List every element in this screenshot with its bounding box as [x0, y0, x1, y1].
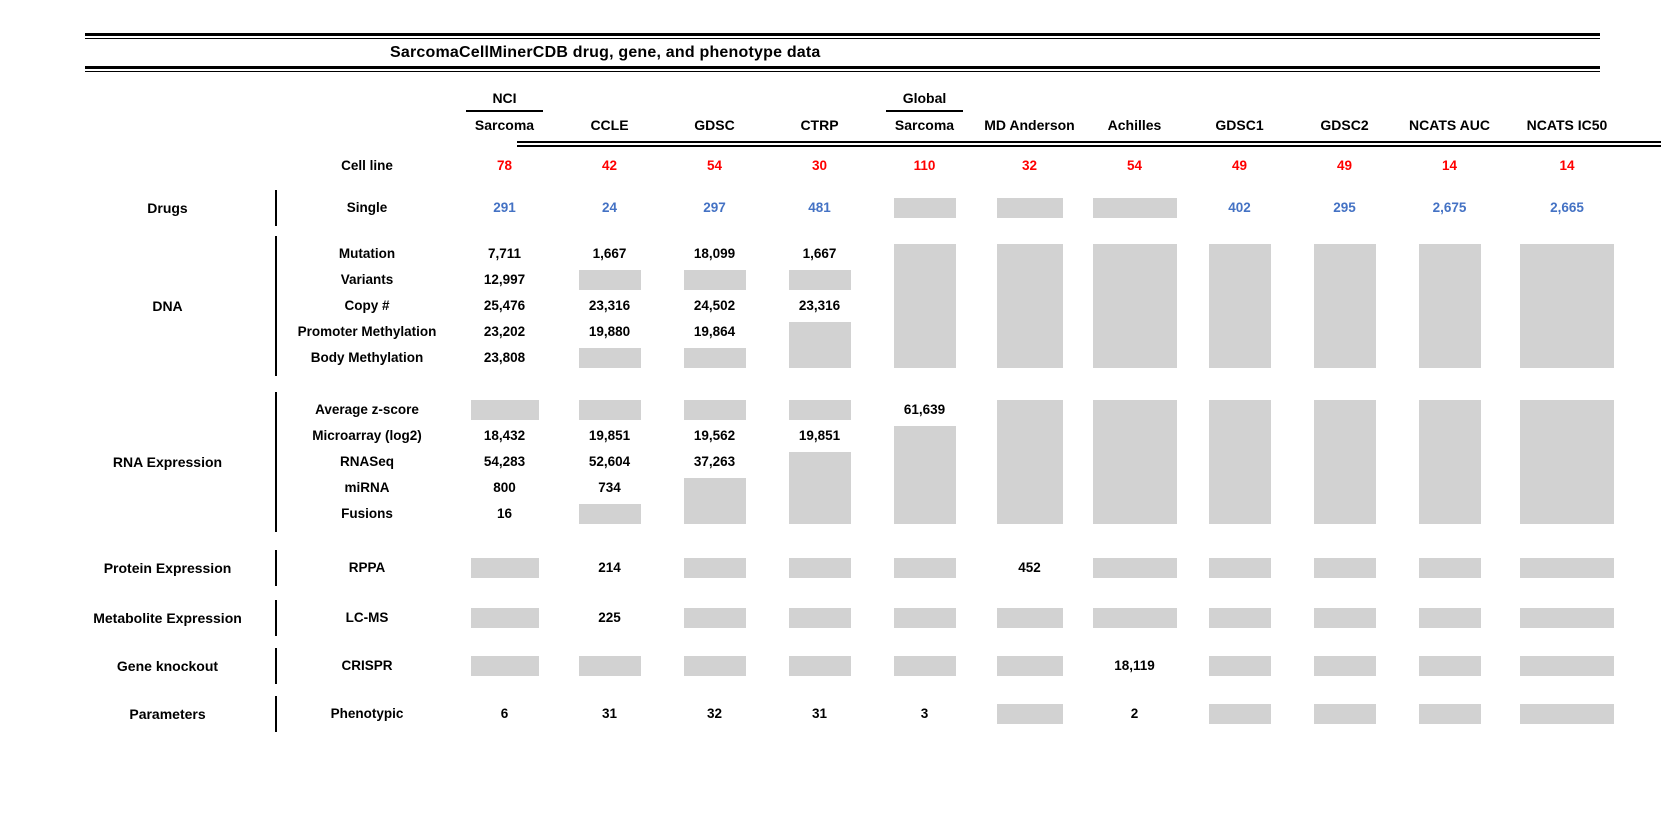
data-column-md_anderson	[977, 397, 1082, 527]
category-label: Metabolite Expression	[93, 610, 242, 626]
data-column-gdsc1	[1187, 555, 1292, 581]
data-column-global_sarcoma	[872, 605, 977, 631]
row-label: Average z-score	[315, 402, 419, 417]
data-value-ctrp: 1,667	[802, 246, 837, 261]
data-value-ccle: 1,667	[592, 246, 627, 261]
data-value-gdsc2: 295	[1333, 200, 1356, 215]
missing-data-box	[1209, 704, 1271, 724]
missing-data-box	[1419, 400, 1481, 524]
cell-line-label: Cell line	[341, 158, 393, 173]
data-column-ctrp	[767, 605, 872, 631]
missing-data-box	[684, 348, 746, 368]
missing-data-box	[684, 656, 746, 676]
data-column-ctrp	[767, 241, 872, 371]
data-column-ctrp	[767, 701, 872, 727]
row-label: Variants	[340, 272, 394, 287]
missing-data-box	[579, 400, 641, 420]
missing-data-box	[1209, 558, 1271, 578]
data-column-ncats_auc	[1397, 195, 1502, 221]
data-value-nci_sarcoma: 12,997	[483, 272, 526, 287]
group-divider-line	[270, 653, 282, 679]
data-column-global_sarcoma	[872, 241, 977, 371]
data-column-global_sarcoma	[872, 195, 977, 221]
missing-data-box	[789, 558, 851, 578]
data-value-ctrp: 481	[808, 200, 831, 215]
row-label: LC-MS	[345, 610, 389, 625]
data-column-achilles	[1082, 653, 1187, 679]
data-value-nci_sarcoma: 6	[500, 706, 509, 721]
data-value-md_anderson: 452	[1018, 560, 1041, 575]
missing-data-box	[684, 608, 746, 628]
data-column-ncats_ic50	[1502, 701, 1632, 727]
category-label: Protein Expression	[103, 560, 232, 576]
data-column-ncats_auc	[1397, 241, 1502, 371]
data-column-ncats_auc	[1397, 397, 1502, 527]
missing-data-box	[1419, 608, 1481, 628]
data-value-ctrp: 19,851	[798, 428, 841, 443]
cell-line-count-ncats_auc: 14	[1441, 158, 1458, 173]
data-value-gdsc: 19,864	[693, 324, 736, 339]
missing-data-box	[1093, 198, 1177, 218]
row-label: RPPA	[348, 560, 386, 575]
column-header-ctrp	[767, 112, 872, 135]
cell-line-count-gdsc: 54	[706, 158, 723, 173]
data-column-nci_sarcoma	[452, 653, 557, 679]
group-divider-line	[270, 605, 282, 631]
data-column-gdsc2	[1292, 701, 1397, 727]
row-label: miRNA	[344, 480, 390, 495]
missing-data-box	[1093, 244, 1177, 368]
row-label: RNASeq	[339, 454, 394, 469]
group-divider-line	[270, 195, 282, 221]
missing-data-box	[1520, 608, 1614, 628]
table-body	[0, 195, 1669, 727]
cell-line-count-gdsc2: 49	[1336, 158, 1353, 173]
cell-line-count-global_sarcoma: 110	[913, 158, 936, 173]
data-value-ctrp: 23,316	[798, 298, 841, 313]
row-label: Mutation	[338, 246, 396, 261]
data-column-gdsc1	[1187, 397, 1292, 527]
missing-data-box	[997, 656, 1063, 676]
missing-data-box	[579, 348, 641, 368]
data-value-ccle: 52,604	[588, 454, 631, 469]
column-header-achilles	[1082, 112, 1187, 135]
data-column-md_anderson	[977, 195, 1082, 221]
row-label: Microarray (log2)	[312, 428, 422, 443]
missing-data-box	[1520, 400, 1614, 524]
column-header-row	[65, 88, 1669, 135]
column-header-label: CCLE	[590, 117, 629, 133]
data-value-global_sarcoma: 61,639	[903, 402, 946, 417]
data-column-achilles	[1082, 555, 1187, 581]
data-column-gdsc	[662, 397, 767, 527]
row-label-stack	[282, 653, 452, 679]
row-label: Body Methylation	[310, 350, 424, 365]
data-column-global_sarcoma	[872, 701, 977, 727]
data-column-ccle	[557, 653, 662, 679]
data-column-ncats_ic50	[1502, 241, 1632, 371]
data-value-ccle: 734	[598, 480, 621, 495]
data-value-ccle: 19,880	[588, 324, 631, 339]
column-header-top-label: NCI	[466, 88, 543, 112]
data-column-nci_sarcoma	[452, 195, 557, 221]
data-column-global_sarcoma	[872, 555, 977, 581]
data-value-ccle: 23,316	[588, 298, 631, 313]
data-column-global_sarcoma	[872, 653, 977, 679]
data-column-gdsc2	[1292, 195, 1397, 221]
data-column-achilles	[1082, 701, 1187, 727]
data-column-gdsc2	[1292, 555, 1397, 581]
cell-line-count-ctrp: 30	[811, 158, 828, 173]
data-value-gdsc: 32	[706, 706, 723, 721]
data-column-gdsc1	[1187, 701, 1292, 727]
data-value-gdsc: 37,263	[693, 454, 736, 469]
data-column-ncats_ic50	[1502, 653, 1632, 679]
data-value-achilles: 2	[1130, 706, 1139, 721]
data-value-nci_sarcoma: 23,808	[483, 350, 526, 365]
data-column-gdsc	[662, 555, 767, 581]
data-value-gdsc: 24,502	[693, 298, 736, 313]
missing-data-box	[684, 400, 746, 420]
column-header-ccle	[557, 112, 662, 135]
data-value-nci_sarcoma: 54,283	[483, 454, 526, 469]
column-header-label: GDSC1	[1215, 117, 1264, 133]
data-column-ccle	[557, 397, 662, 527]
column-header-label: CTRP	[800, 117, 839, 133]
missing-data-box	[579, 656, 641, 676]
cell-line-left-spacer	[65, 153, 282, 179]
data-column-ccle	[557, 701, 662, 727]
cell-line-count-achilles: 54	[1126, 158, 1143, 173]
group-divider-line	[270, 397, 282, 527]
column-header-label: NCATS AUC	[1409, 117, 1490, 133]
row-label-stack	[282, 397, 452, 527]
title-band	[85, 33, 1600, 72]
group-rna-expression	[65, 397, 1669, 527]
cell-line-count-nci_sarcoma: 78	[496, 158, 513, 173]
data-column-gdsc	[662, 195, 767, 221]
column-header-nci_sarcoma	[452, 88, 557, 135]
figure-root	[0, 33, 1669, 833]
missing-data-box	[1209, 400, 1271, 524]
cell-line-count-md_anderson: 32	[1021, 158, 1038, 173]
column-header-ncats_auc	[1397, 112, 1502, 135]
data-column-achilles	[1082, 605, 1187, 631]
missing-data-box	[894, 608, 956, 628]
data-column-nci_sarcoma	[452, 701, 557, 727]
missing-data-box	[789, 322, 851, 368]
data-column-achilles	[1082, 397, 1187, 527]
data-value-ncats_auc: 2,675	[1432, 200, 1467, 215]
column-header-label: NCATS IC50	[1526, 117, 1608, 133]
missing-data-box	[471, 608, 539, 628]
data-column-md_anderson	[977, 241, 1082, 371]
cell-line-row	[65, 153, 1669, 179]
missing-data-box	[997, 400, 1063, 524]
column-header-top-label: Global	[886, 88, 963, 112]
missing-data-box	[1314, 656, 1376, 676]
data-column-gdsc2	[1292, 241, 1397, 371]
missing-data-box	[894, 198, 956, 218]
data-column-achilles	[1082, 241, 1187, 371]
data-value-ccle: 24	[601, 200, 618, 215]
row-label: Single	[346, 200, 388, 215]
row-label-stack	[282, 241, 452, 371]
group-drugs	[65, 195, 1669, 221]
missing-data-box	[789, 452, 851, 524]
data-column-ncats_auc	[1397, 605, 1502, 631]
data-column-gdsc	[662, 605, 767, 631]
data-column-gdsc	[662, 241, 767, 371]
data-column-gdsc1	[1187, 195, 1292, 221]
missing-data-box	[1314, 558, 1376, 578]
data-value-ccle: 225	[598, 610, 621, 625]
row-label: CRISPR	[341, 658, 393, 673]
column-header-label: MD Anderson	[984, 117, 1075, 133]
data-value-ccle: 214	[598, 560, 621, 575]
data-column-gdsc2	[1292, 653, 1397, 679]
column-header-label: Sarcoma	[894, 117, 955, 133]
missing-data-box	[1093, 608, 1177, 628]
missing-data-box	[894, 426, 956, 524]
data-column-gdsc1	[1187, 653, 1292, 679]
missing-data-box	[1209, 608, 1271, 628]
missing-data-box	[1520, 244, 1614, 368]
data-column-ccle	[557, 241, 662, 371]
row-label-stack	[282, 195, 452, 221]
missing-data-box	[1314, 704, 1376, 724]
group-divider-line	[270, 241, 282, 371]
category-label: RNA Expression	[112, 454, 223, 470]
category-label: Gene knockout	[116, 658, 219, 674]
row-label: Phenotypic	[330, 706, 404, 721]
missing-data-box	[1520, 704, 1614, 724]
data-column-ccle	[557, 605, 662, 631]
missing-data-box	[1209, 244, 1271, 368]
data-column-ccle	[557, 195, 662, 221]
data-column-ncats_ic50	[1502, 555, 1632, 581]
data-value-nci_sarcoma: 800	[493, 480, 516, 495]
data-column-ctrp	[767, 555, 872, 581]
data-value-gdsc: 18,099	[693, 246, 736, 261]
missing-data-box	[1314, 608, 1376, 628]
data-value-nci_sarcoma: 291	[493, 200, 516, 215]
missing-data-box	[789, 270, 851, 290]
missing-data-box	[579, 504, 641, 524]
data-column-gdsc1	[1187, 605, 1292, 631]
data-value-gdsc: 297	[703, 200, 726, 215]
group-divider-line	[270, 701, 282, 727]
data-column-md_anderson	[977, 701, 1082, 727]
missing-data-box	[789, 608, 851, 628]
category-label: Drugs	[147, 200, 188, 216]
data-column-ctrp	[767, 195, 872, 221]
data-column-nci_sarcoma	[452, 241, 557, 371]
title-bottom-rule	[85, 66, 1600, 72]
missing-data-box	[1093, 400, 1177, 524]
missing-data-box	[1419, 704, 1481, 724]
missing-data-box	[1209, 656, 1271, 676]
data-column-md_anderson	[977, 555, 1082, 581]
data-value-ncats_ic50: 2,665	[1550, 200, 1584, 215]
missing-data-box	[894, 244, 956, 368]
header-underline-rule	[517, 141, 1661, 147]
missing-data-box	[789, 400, 851, 420]
missing-data-box	[894, 558, 956, 578]
data-column-gdsc	[662, 653, 767, 679]
group-gene-knockout	[65, 653, 1669, 679]
data-column-gdsc2	[1292, 397, 1397, 527]
column-header-label: Sarcoma	[474, 117, 535, 133]
group-dna	[65, 241, 1669, 371]
column-header-label: Achilles	[1107, 117, 1162, 133]
missing-data-box	[1314, 244, 1376, 368]
missing-data-box	[997, 704, 1063, 724]
data-value-nci_sarcoma: 23,202	[483, 324, 526, 339]
row-label: Fusions	[341, 506, 393, 521]
column-header-gdsc1	[1187, 112, 1292, 135]
category-label: DNA	[152, 298, 183, 314]
missing-data-box	[471, 558, 539, 578]
data-column-ncats_ic50	[1502, 195, 1632, 221]
data-column-nci_sarcoma	[452, 397, 557, 527]
data-column-ncats_ic50	[1502, 397, 1632, 527]
missing-data-box	[997, 198, 1063, 218]
column-header-label: GDSC	[694, 117, 735, 133]
data-value-achilles: 18,119	[1114, 658, 1155, 673]
column-header-global_sarcoma	[872, 88, 977, 135]
column-header-md_anderson	[977, 112, 1082, 135]
data-column-nci_sarcoma	[452, 555, 557, 581]
data-column-ctrp	[767, 653, 872, 679]
column-header-label: GDSC2	[1320, 117, 1369, 133]
data-column-ctrp	[767, 397, 872, 527]
missing-data-box	[789, 656, 851, 676]
missing-data-box	[684, 478, 746, 524]
data-column-ccle	[557, 555, 662, 581]
data-column-ncats_auc	[1397, 555, 1502, 581]
group-metabolite-expression	[65, 605, 1669, 631]
row-label-stack	[282, 555, 452, 581]
data-column-md_anderson	[977, 653, 1082, 679]
missing-data-box	[1093, 558, 1177, 578]
data-column-ncats_auc	[1397, 701, 1502, 727]
missing-data-box	[471, 400, 539, 420]
data-column-gdsc2	[1292, 605, 1397, 631]
cell-line-count-ncats_ic50: 14	[1559, 158, 1575, 173]
missing-data-box	[1419, 244, 1481, 368]
data-value-gdsc1: 402	[1228, 200, 1251, 215]
data-value-nci_sarcoma: 25,476	[483, 298, 526, 313]
missing-data-box	[1419, 558, 1481, 578]
missing-data-box	[1520, 558, 1614, 578]
data-column-gdsc1	[1187, 241, 1292, 371]
data-value-ccle: 31	[601, 706, 618, 721]
row-label: Copy #	[344, 298, 390, 313]
missing-data-box	[684, 270, 746, 290]
missing-data-box	[997, 608, 1063, 628]
group-protein-expression	[65, 555, 1669, 581]
missing-data-box	[471, 656, 539, 676]
missing-data-box	[684, 558, 746, 578]
missing-data-box	[1520, 656, 1614, 676]
data-value-ctrp: 31	[811, 706, 828, 721]
data-value-global_sarcoma: 3	[920, 706, 929, 721]
data-value-nci_sarcoma: 16	[496, 506, 513, 521]
data-column-achilles	[1082, 195, 1187, 221]
data-column-ncats_ic50	[1502, 605, 1632, 631]
missing-data-box	[1314, 400, 1376, 524]
missing-data-box	[894, 656, 956, 676]
data-value-nci_sarcoma: 18,432	[483, 428, 526, 443]
data-column-nci_sarcoma	[452, 605, 557, 631]
cell-line-count-gdsc1: 49	[1231, 158, 1248, 173]
figure-title: SarcomaCellMinerCDB drug, gene, and phenotype data	[390, 44, 821, 61]
data-column-global_sarcoma	[872, 397, 977, 527]
column-header-ncats_ic50	[1502, 112, 1632, 135]
column-header-gdsc	[662, 112, 767, 135]
group-divider-line	[270, 555, 282, 581]
data-value-ccle: 19,851	[588, 428, 631, 443]
data-value-nci_sarcoma: 7,711	[487, 246, 522, 261]
data-column-md_anderson	[977, 605, 1082, 631]
data-value-gdsc: 19,562	[693, 428, 736, 443]
missing-data-box	[997, 244, 1063, 368]
row-label-stack	[282, 605, 452, 631]
column-header-gdsc2	[1292, 112, 1397, 135]
row-label: Promoter Methylation	[297, 324, 437, 339]
data-column-ncats_auc	[1397, 653, 1502, 679]
missing-data-box	[1419, 656, 1481, 676]
data-column-gdsc	[662, 701, 767, 727]
category-label: Parameters	[129, 706, 206, 722]
missing-data-box	[579, 270, 641, 290]
group-parameters	[65, 701, 1669, 727]
row-label-stack	[282, 701, 452, 727]
cell-line-count-ccle: 42	[601, 158, 618, 173]
